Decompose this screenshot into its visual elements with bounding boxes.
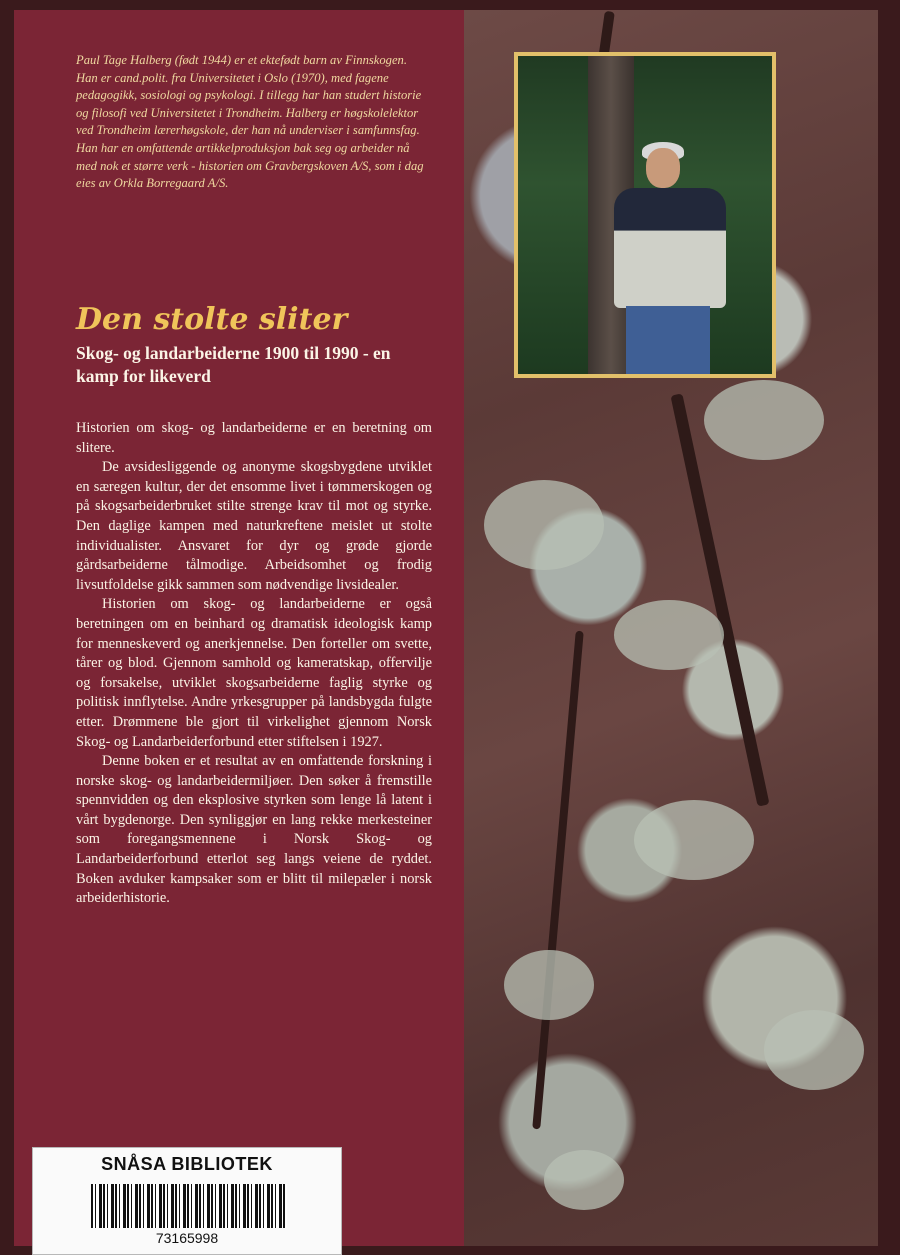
lichen-patch xyxy=(614,600,724,670)
blurb-paragraph: De avsidesliggende og anonyme skogsbygdene utviklet en særegen kultur, der det ensomme livet i tømmerskogen og på skogsarbeiderbruket stilte strenge krav til mot og styrke. Den daglige kampen med naturkreftene meislet ut stolte individualister. Ansvaret for dyr og grøde gjorde gårdsarbeiderne tålmodige. Arbeidsomhet og frodig livsutfoldelse gikk sammen som nødvendige livsidealer. xyxy=(76,459,432,593)
blurb-text xyxy=(76,419,432,909)
book-title: Den stolte sliter xyxy=(76,302,348,337)
lichen-patch xyxy=(704,380,824,460)
author-jeans xyxy=(626,306,710,374)
lichen-patch xyxy=(504,950,594,1020)
lichen-patch xyxy=(544,1150,624,1210)
author-photo xyxy=(514,52,776,378)
blurb-paragraph: Historien om skog- og landarbeiderne er en beretning om slitere. xyxy=(76,420,432,456)
lichen-patch xyxy=(484,480,604,570)
barcode xyxy=(91,1184,287,1228)
library-name: SNÅSA BIBLIOTEK xyxy=(101,1154,273,1174)
blurb-paragraph: Historien om skog- og landarbeiderne er også beretningen om en beinhard og dramatisk ideologisk kamp for menneskeverd og anerkjennelse. Den forteller om svette, tårer og blod. Gjennom samhold og kameratskap, offervilje og forsakelse, utviklet skogsarbeiderne faglig styrke og politisk innflytelse. Andre yrkesgrupper på landsbygda fulgte etter. Drømmene ble gjort til virkelighet gjennom Norsk Skog- og Landarbeiderforbund etter stiftelsen i 1927. xyxy=(76,596,432,750)
blurb-paragraph: Denne boken er et resultat av en omfattende forskning i norske skog- og landarbeidermiljøer. Den søker å fremstille spennvidden og den eksplosive styrken som lenge lå latent i vårt bygdenorge. Den synliggjør en lang rekke merkesteiner som foregangsmennene i Norsk Skog- og Landarbeiderforbund etterlot seg langs veiene de ryddet. Boken avduker kampsaker som er blitt til milepæler i norsk arbeiderhistorie. xyxy=(76,753,432,907)
bark-crack xyxy=(532,631,584,1130)
lichen-patch xyxy=(764,1010,864,1090)
book-subtitle: Skog- og landarbeiderne 1900 til 1990 - en kamp for likeverd xyxy=(76,343,391,386)
author-bio: Paul Tage Halberg (født 1944) er et ektefødt barn av Finnskogen. Han er cand.polit. fra Universitetet i Oslo (1970), med fagene pedagogikk, sosiologi og psykologi. I tillegg har han studert historie og filosofi ved Universitetet i Trondheim. Halberg er høgskolelektor ved Trondheim lærerhøgskole, der han nå underviser i samfunnsfag. Han har en omfattende artikkelproduksjon bak seg og arbeider nå med nok et større verk - historien om Gravbergskoven A/S, som i dag eies av Orkla Borregaard A/S. xyxy=(76,53,424,191)
author-head xyxy=(646,148,680,188)
book-back-cover xyxy=(14,10,878,1246)
barcode-number: 73165998 xyxy=(155,1230,219,1246)
author-sweater xyxy=(614,188,726,308)
lichen-patch xyxy=(634,800,754,880)
library-sticker xyxy=(32,1147,342,1255)
